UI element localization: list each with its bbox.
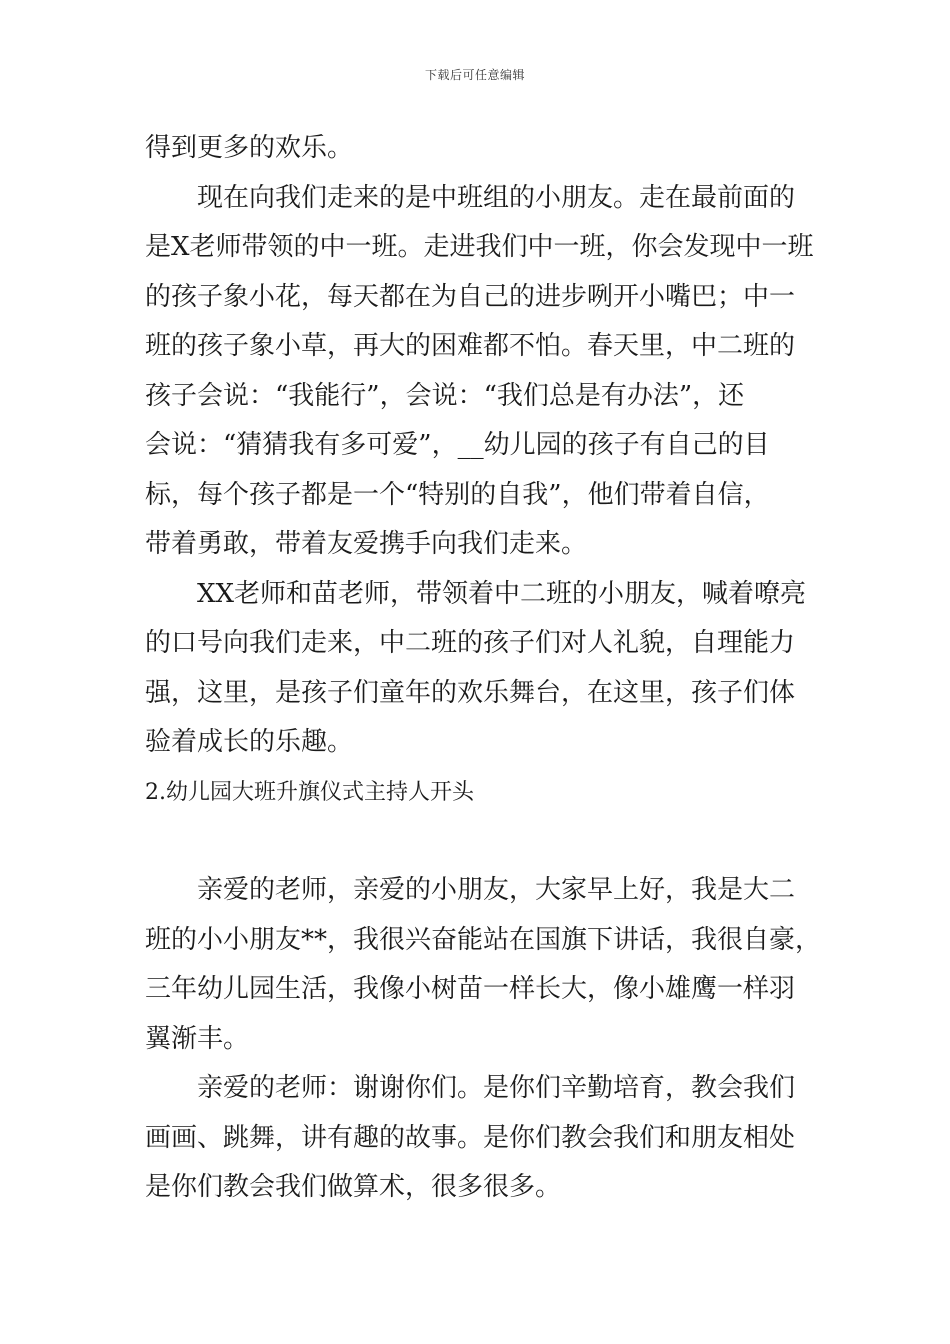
text-line: 标，每个孩子都是一个“特别的自我”，他们带着自信， <box>145 479 770 510</box>
text-line: 是X老师带领的中一班。走进我们中一班，你会发现中一班 <box>145 232 814 262</box>
text-line: 班的孩子象小草，再大的困难都不怕。春天里，中二班的 <box>145 331 796 361</box>
text-line: 强，这里，是孩子们童年的欢乐舞台，在这里，孩子们体 <box>145 677 796 708</box>
text-line: 的口号向我们走来，中二班的孩子们对人礼貌，自理能力 <box>145 628 796 658</box>
paragraph-first-line: XX老师和苗老师，带领着中二班的小朋友，喊着嘹亮 <box>197 578 807 609</box>
paragraph-first-line: 现在向我们走来的是中班组的小朋友。走在最前面的 <box>197 182 796 213</box>
text-line: 班的小小朋友**，我很兴奋能站在国旗下讲话，我很自豪， <box>145 924 822 955</box>
text-line: 的孩子象小花，每天都在为自己的进步咧开小嘴巴；中一 <box>145 281 796 312</box>
text-line: 验着成长的乐趣。 <box>145 727 354 757</box>
spacer <box>145 817 810 866</box>
section-heading: 2.幼儿园大班升旗仪式主持人开头 <box>145 779 474 805</box>
page-header: 下载后可任意编辑 <box>424 68 525 82</box>
text-line: 画画、跳舞，讲有趣的故事。是你们教会我们和朋友相处 <box>145 1122 796 1153</box>
paragraph-first-line: 亲爱的老师：谢谢你们。是你们辛勤培育，教会我们 <box>197 1073 796 1103</box>
text-line: 翼渐丰。 <box>145 1023 250 1054</box>
text-line: 三年幼儿园生活，我像小树苗一样长大，像小雄鹰一样羽 <box>145 974 796 1004</box>
paragraph-first-line: 亲爱的老师，亲爱的小朋友，大家早上好，我是大二 <box>197 875 796 905</box>
document-body <box>145 124 822 1213</box>
text-line: 孩子会说：“我能行”，会说：“我们总是有办法”，还 <box>145 380 745 411</box>
text-line: 是你们教会我们做算术，很多很多。 <box>145 1172 562 1202</box>
text-line: 得到更多的欢乐。 <box>145 133 354 163</box>
text-line: 带着勇敢，带着友爱携手向我们走来。 <box>145 529 588 559</box>
text-line: 会说：“猜猜我有多可爱”，__幼儿园的孩子有自己的目 <box>145 430 770 460</box>
